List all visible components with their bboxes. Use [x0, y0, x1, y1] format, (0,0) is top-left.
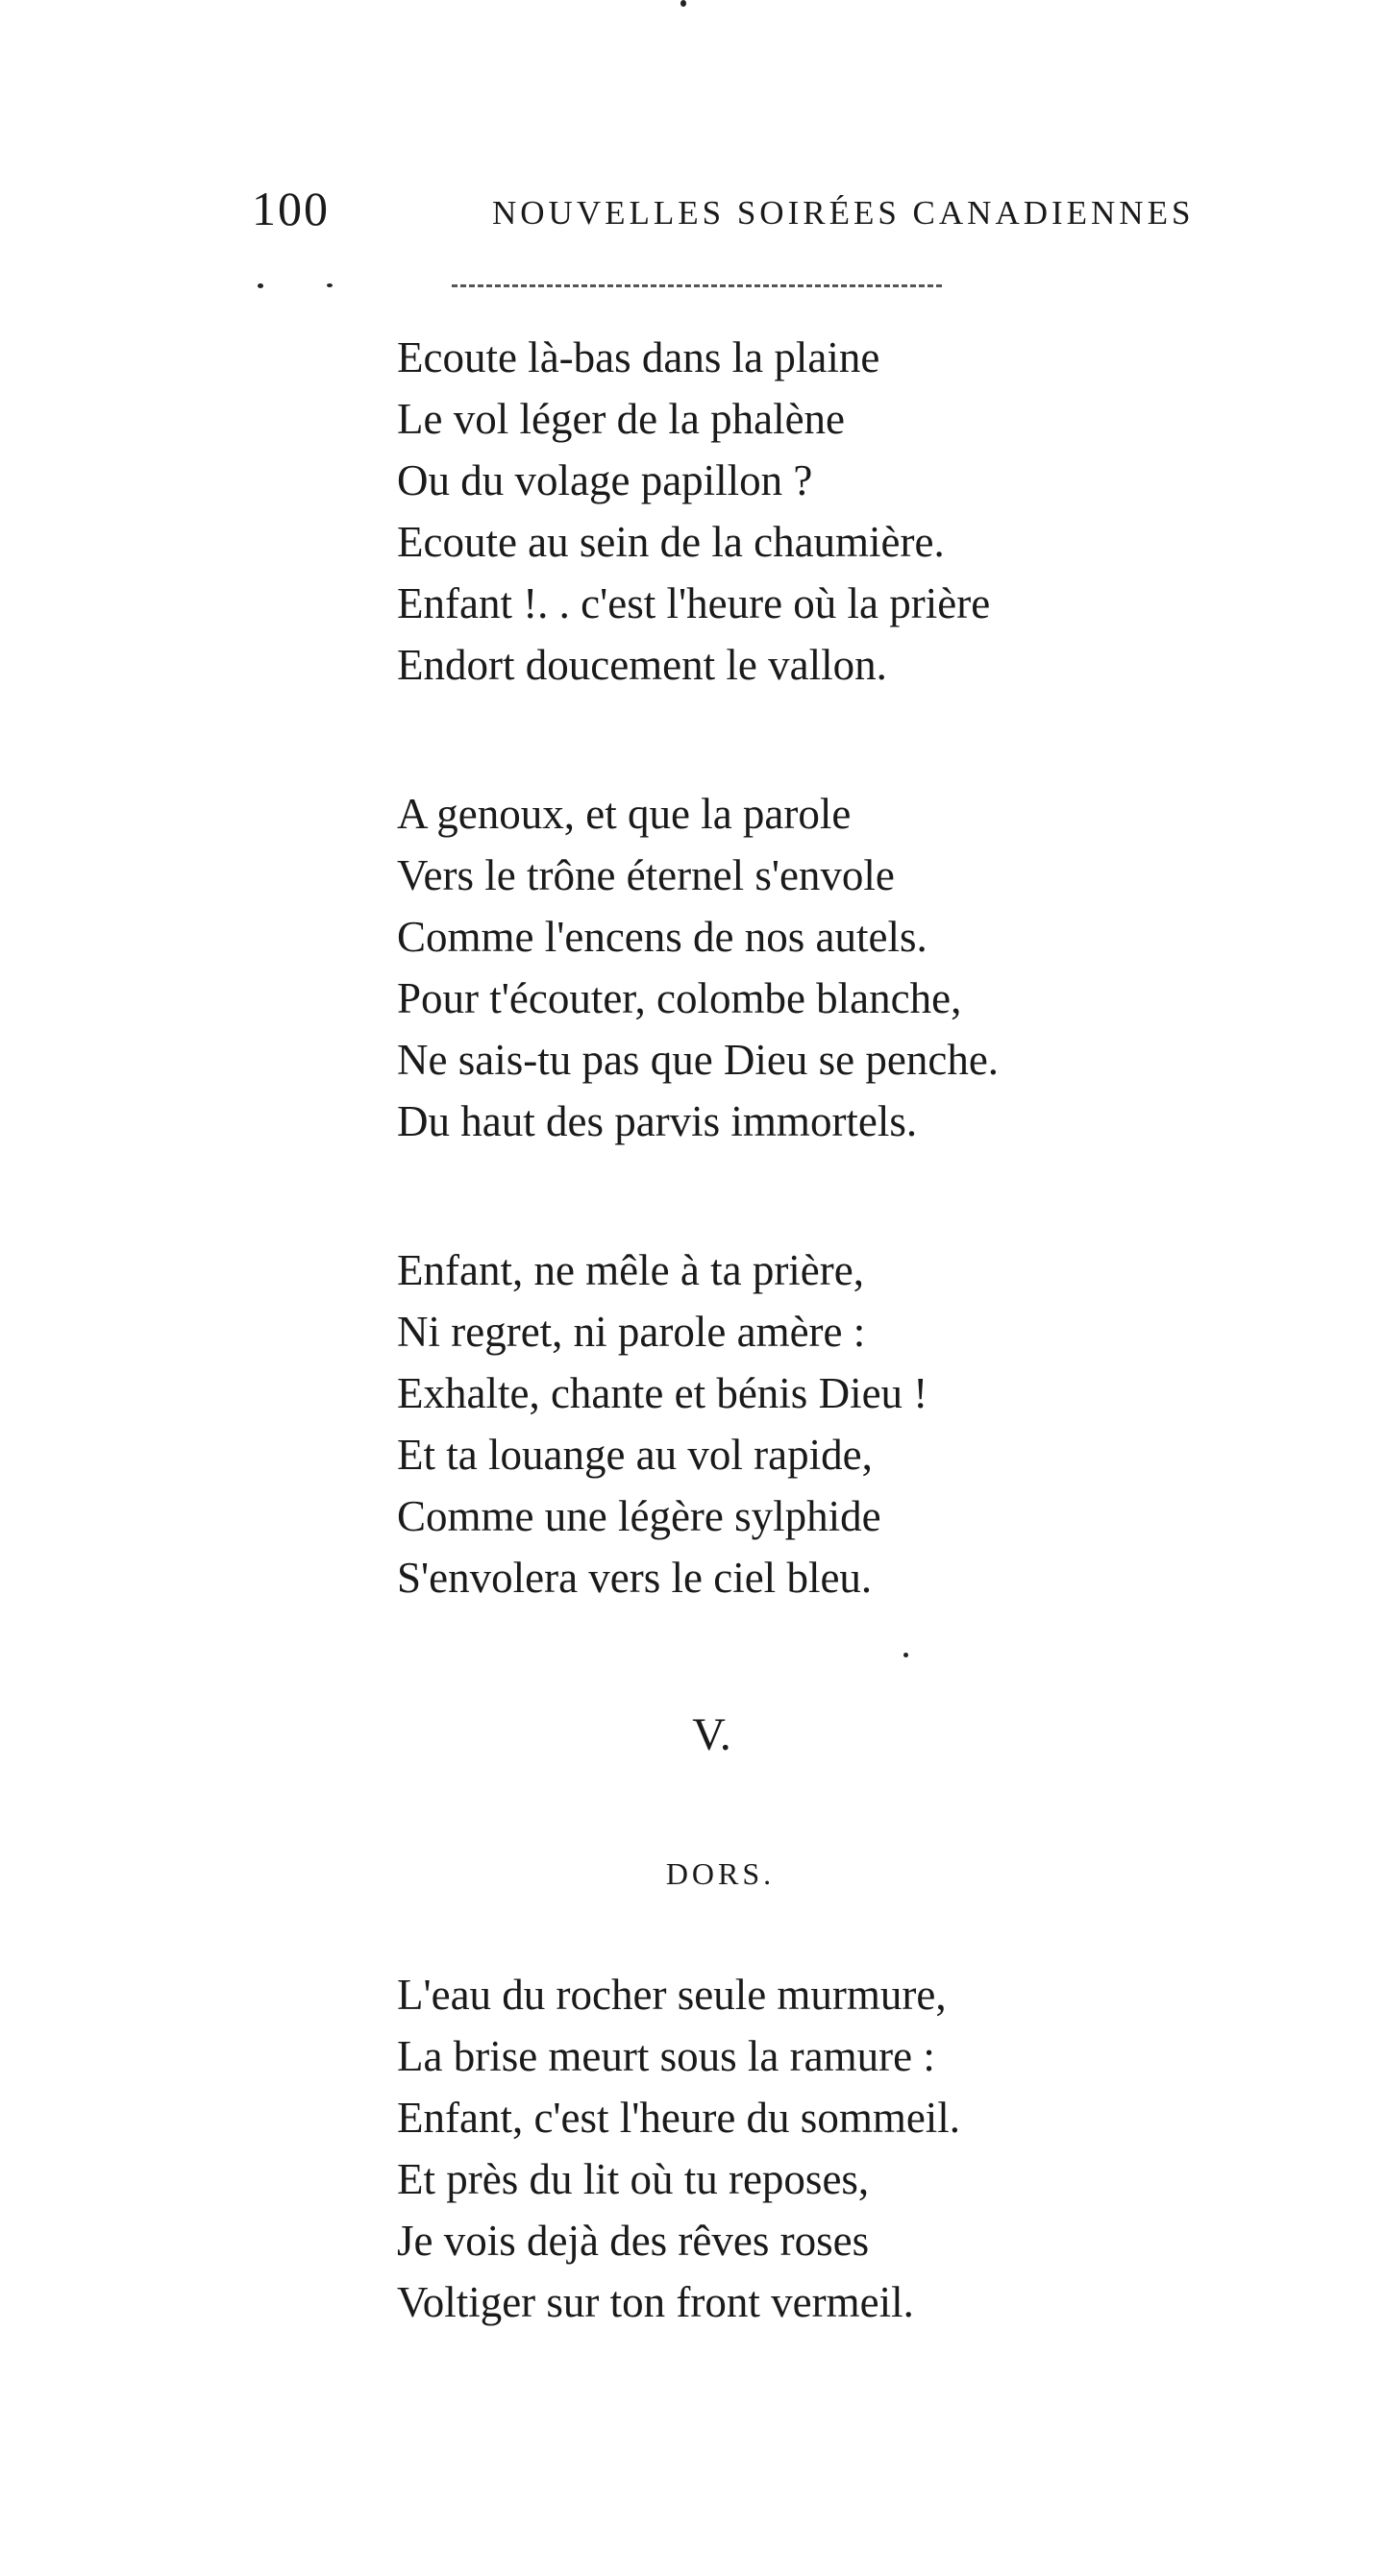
verse-line: Endort doucement le vallon.	[397, 641, 887, 689]
scan-speck	[327, 283, 333, 287]
page-header	[252, 181, 1194, 238]
verse-line: Enfant, c'est l'heure du sommeil.	[397, 2094, 961, 2142]
stanza-2	[397, 783, 999, 1152]
scan-speck	[680, 0, 686, 7]
verse-line: Ni regret, ni parole amère :	[397, 1308, 866, 1356]
section-title: DORS.	[665, 1856, 776, 1891]
page-number: 100	[252, 182, 330, 235]
stanza-1	[397, 327, 990, 696]
verse-line: Ne sais-tu pas que Dieu se penche.	[397, 1036, 1000, 1084]
stanza-4	[397, 1964, 960, 2333]
verse-line: La brise meurt sous la ramure :	[397, 2032, 935, 2080]
section-number: V.	[692, 1709, 731, 1760]
verse-line: Et ta louange au vol rapide,	[397, 1431, 873, 1479]
verse-line: L'eau du rocher seule murmure,	[397, 1971, 947, 2019]
verse-line: Voltiger sur ton front vermeil.	[397, 2278, 914, 2326]
header-rule	[452, 284, 942, 287]
verse-line: Comme une légère sylphide	[397, 1492, 881, 1540]
verse-line: Enfant, ne mêle à ta prière,	[397, 1246, 864, 1294]
running-head: NOUVELLES SOIRÉES CANADIENNES	[492, 194, 1195, 232]
verse-line: Ecoute là-bas dans la plaine	[397, 333, 880, 381]
verse-line: A genoux, et que la parole	[397, 790, 852, 838]
verse-line: Exhalte, chante et bénis Dieu !	[397, 1369, 928, 1417]
verse-line: Le vol léger de la phalène	[397, 395, 846, 443]
verse-line: Comme l'encens de nos autels.	[397, 913, 927, 961]
verse-line: Enfant !. . c'est l'heure où la prière	[397, 579, 991, 627]
verse-line: Ou du volage papillon ?	[397, 456, 813, 504]
verse-line: Ecoute au sein de la chaumière.	[397, 518, 945, 566]
stanza-3	[397, 1239, 927, 1608]
scan-speck	[903, 1653, 908, 1657]
verse-line: Pour t'écouter, colombe blanche,	[397, 974, 962, 1022]
scan-speck	[258, 283, 263, 288]
verse-line: Vers le trône éternel s'envole	[397, 851, 895, 899]
verse-line: Je vois dejà des rêves roses	[397, 2217, 870, 2265]
verse-line: Et près du lit où tu reposes,	[397, 2155, 870, 2203]
verse-line: Du haut des parvis immortels.	[397, 1097, 918, 1145]
verse-line: S'envolera vers le ciel bleu.	[397, 1554, 873, 1602]
